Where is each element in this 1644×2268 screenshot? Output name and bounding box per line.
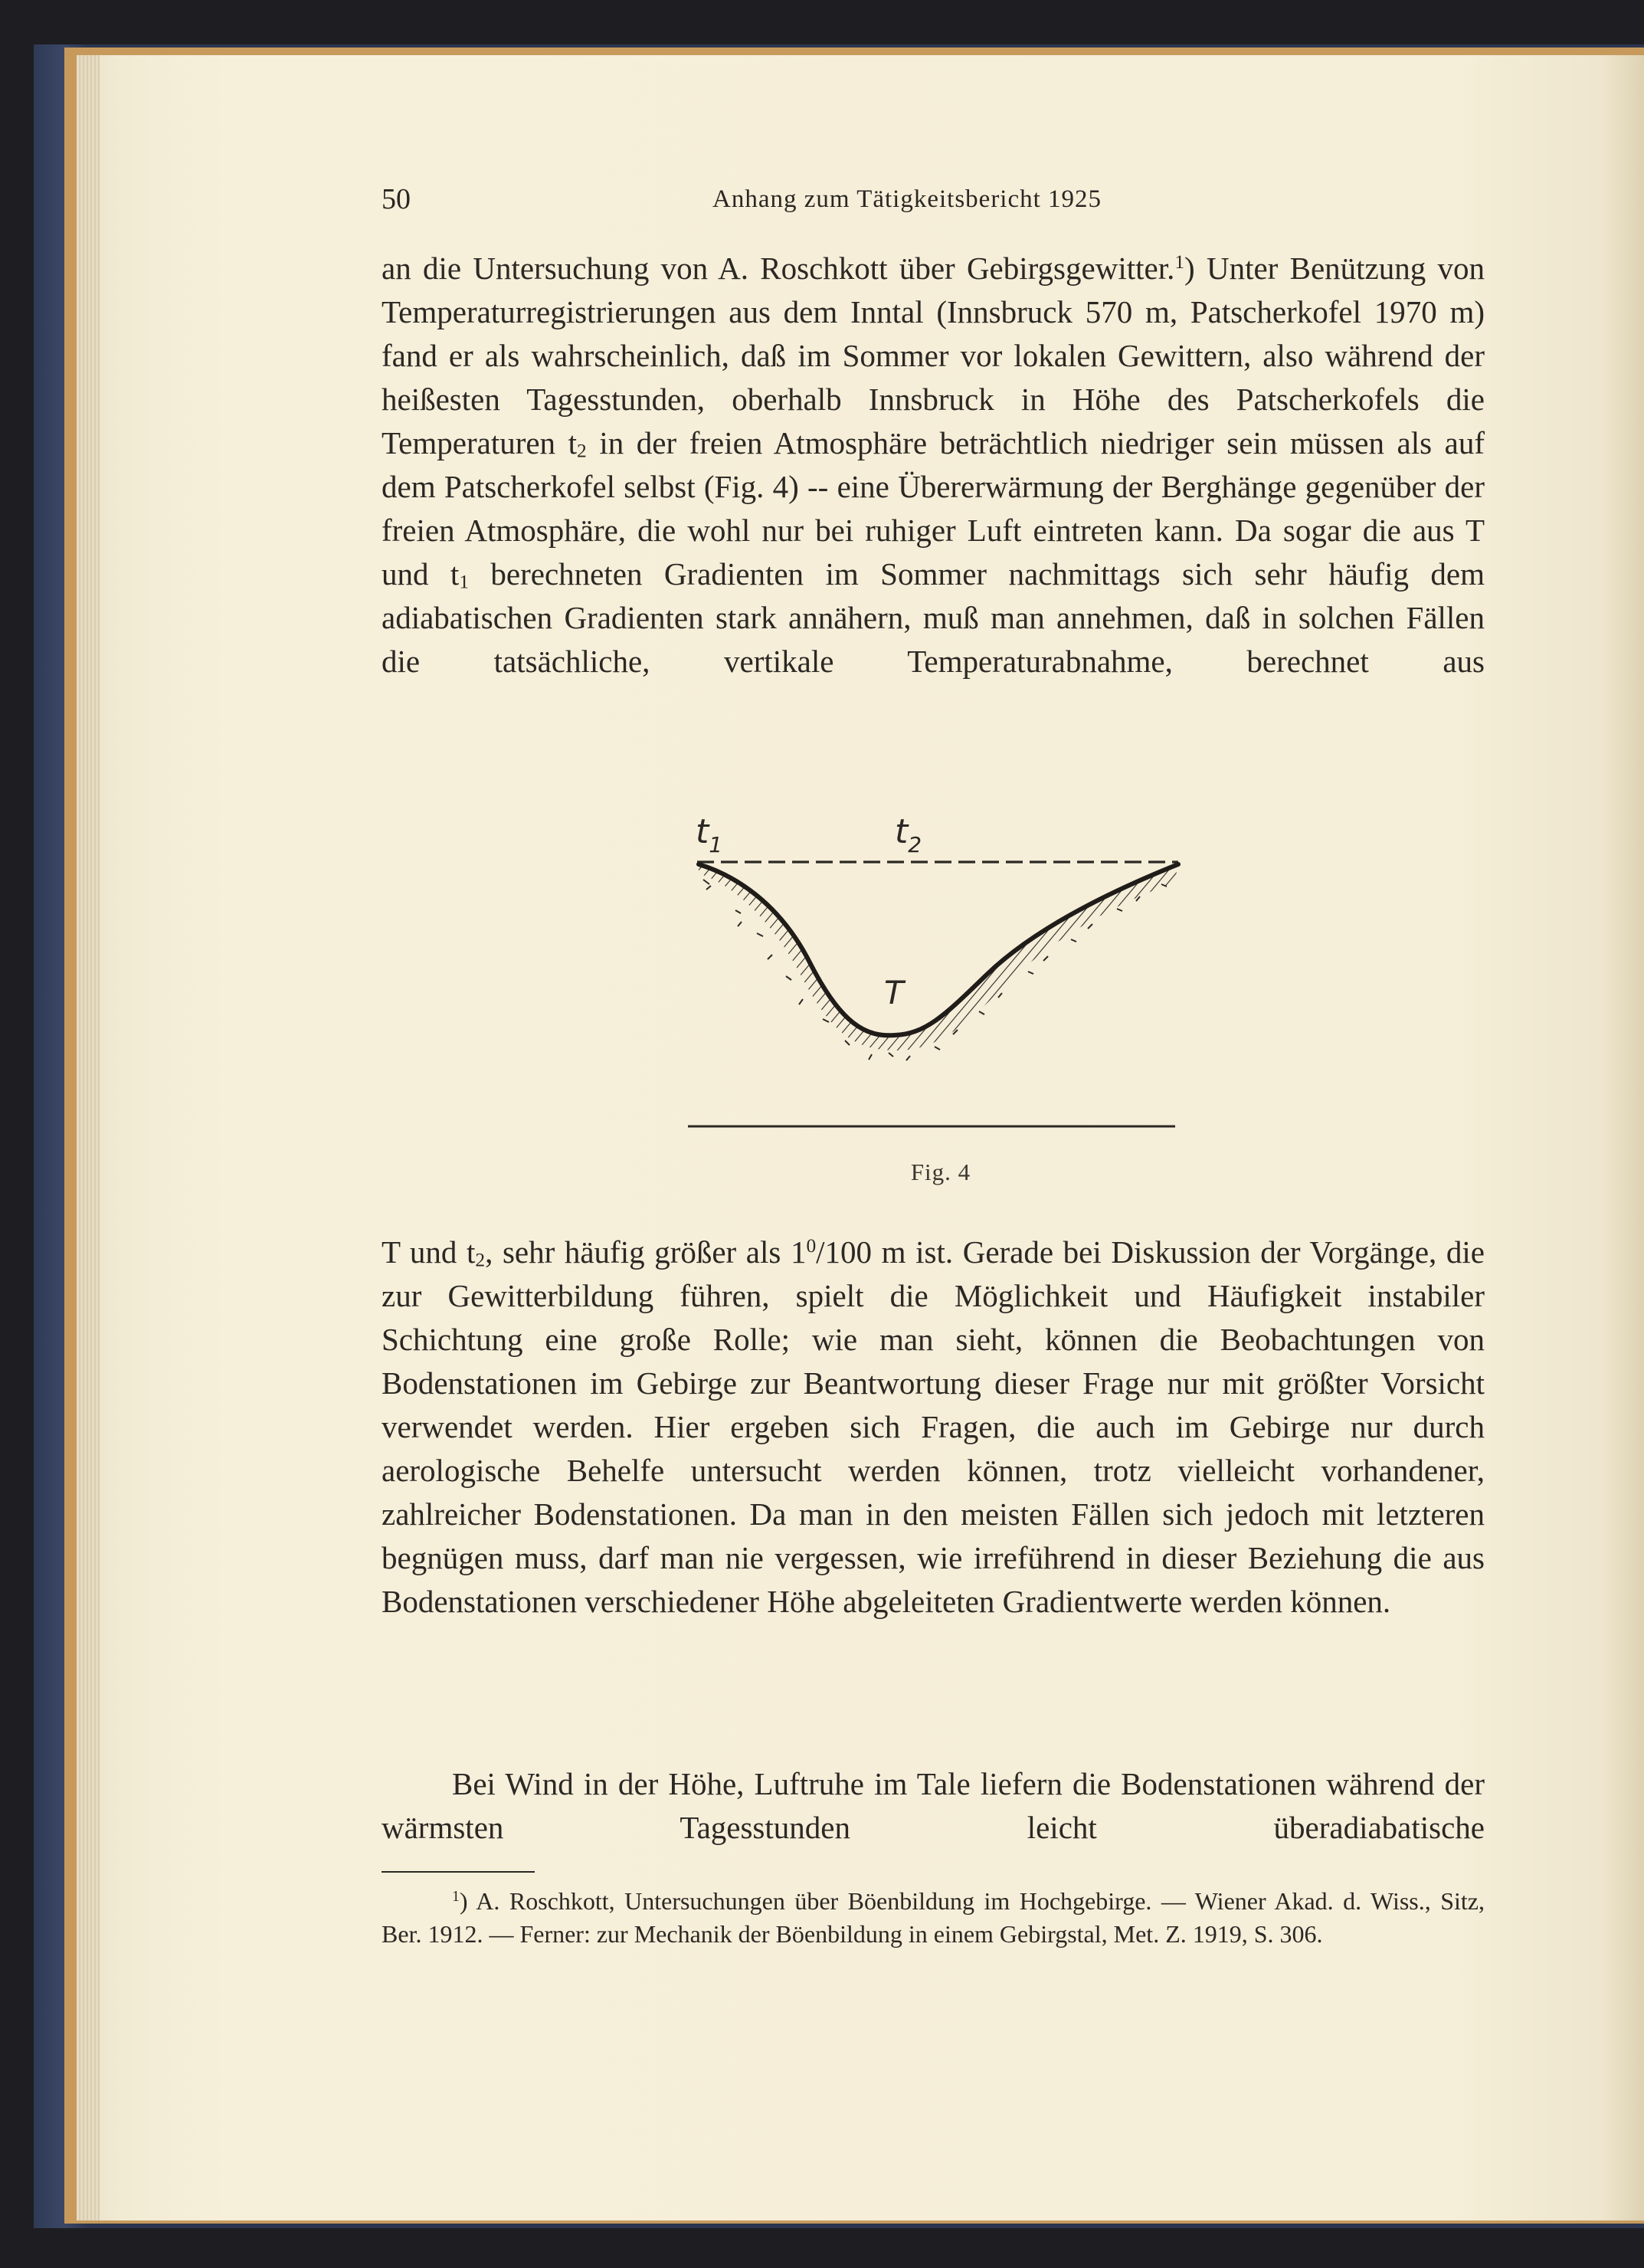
footnote-rule [382, 1871, 535, 1873]
subscript: 1 [459, 571, 470, 593]
label-t1: $t_1$ [696, 812, 723, 857]
text-run: Bei Wind in der Höhe, Luftruhe im Tale liefern die Bodenstationen während der wärmsten Tagesstunden leicht überadiabatische [382, 1766, 1485, 1845]
figure-4 [688, 811, 1194, 1132]
paragraph-2 [382, 1231, 1485, 1624]
figure-caption: Fig. 4 [910, 1159, 971, 1185]
page-edges [77, 55, 100, 2220]
paragraph-3 [382, 1762, 1485, 1850]
text-run: T und t [382, 1234, 476, 1270]
running-header [382, 182, 1485, 221]
text-run: an die Untersuchung von A. Roschkott über Gebirgsgewitter. [382, 251, 1175, 286]
footnote-1 [382, 1885, 1485, 1951]
valley-diagram [688, 811, 1194, 1132]
subscript: 2 [475, 1249, 486, 1271]
text-run: in der freien Atmosphäre beträchtlich niedriger sein müssen als auf dem Patscherkofel selbst (Fig. 4) -- eine Übererwärmung der Berghänge gegenüber der freien Atmosphäre, die wohl nur bei ruhiger Luft eintreten kann. Da sogar die aus T und t [382, 425, 1485, 592]
label-t2: $t_2$ [895, 812, 922, 857]
superscript: 0 [806, 1235, 817, 1257]
text-run: berechneten Gradienten im Sommer nachmittags sich sehr häufig dem adiabatischen Gradienten stark annähern, muß man annehmen, daß in solchen Fällen die tatsächliche, vertikale Temperaturabnahme, berechnet aus [382, 556, 1485, 679]
superscript: 1 [1174, 251, 1185, 274]
text-run: , sehr häufig größer als 1 [485, 1234, 807, 1270]
text-run: ) Unter Benützung von Temperaturregistrierungen aus dem Inntal (Innsbruck 570 m, Patscherkofel 1970 m) fand er als wahrscheinlich, daß im Sommer vor lokalen Gewittern, also während der heißesten Tagesstunden, oberhalb Innsbruck in Höhe des Patscherkofels die Temperaturen t [382, 251, 1485, 460]
text-run: ) A. Roschkott, Untersuchungen über Böenbildung im Hochgebirge. — Wiener Akad. d. Wiss., Sitz, Ber. 1912. — Ferner: zur Mechanik der Böenbildung in einem Gebirgstal, Met. Z. 1919, S. 306. [382, 1887, 1485, 1948]
text-run: /100 m ist. Gerade bei Diskussion der Vorgänge, die zur Gewitterbildung führen, spielt die Möglichkeit und Häufigkeit instabiler Schichtung eine große Rolle; wie man sieht, können die Beobachtungen von Bodenstationen im Gebirge zur Beantwortung dieser Frage nur mit größter Vorsicht verwendet werden. Hier ergeben sich Fragen, die auch im Gebirge nur durch aerologische Behelfe untersucht werden können, trotz vielleicht vorhandener, zahlreicher Bodenstationen. Da man in den meisten Fällen sich jedoch mit letzteren begnügen muss, darf man nie vergessen, wie irreführend in dieser Beziehung die aus Bodenstationen verschiedener Höhe abgeleiteten Gradientwerte werden können. [382, 1234, 1485, 1619]
subscript: 2 [577, 440, 587, 462]
superscript: 1 [452, 1888, 460, 1906]
page-number: 50 [382, 183, 411, 215]
running-title: Anhang zum Tätigkeitsbericht 1925 [712, 185, 1102, 213]
label-valley-T: T [884, 974, 904, 1011]
valley-profile [699, 864, 1178, 1035]
paragraph-1 [382, 247, 1485, 683]
